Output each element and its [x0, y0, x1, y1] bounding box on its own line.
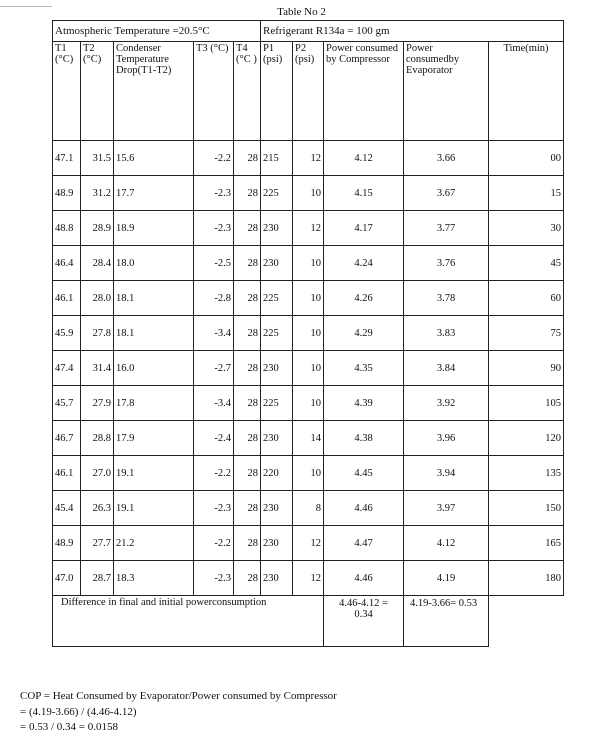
cell-p1: 230 — [261, 561, 293, 596]
cell-t2: 26.3 — [81, 491, 114, 526]
cell-time: 120 — [489, 421, 564, 456]
cell-t1: 46.1 — [53, 281, 81, 316]
cell-t1: 47.4 — [53, 351, 81, 386]
cell-t3: -2.3 — [194, 211, 234, 246]
cell-t4: 28 — [234, 456, 261, 491]
cell-time: 165 — [489, 526, 564, 561]
cell-time: 00 — [489, 141, 564, 176]
cell-power-evaporator: 4.12 — [404, 526, 489, 561]
header-power-compressor: Power consumed by Compressor — [324, 42, 404, 141]
cell-time: 150 — [489, 491, 564, 526]
cell-power-evaporator: 3.92 — [404, 386, 489, 421]
cell-t2: 27.8 — [81, 316, 114, 351]
header-p2: P2 (psi) — [293, 42, 324, 141]
cell-p2: 12 — [293, 141, 324, 176]
table-row — [53, 526, 564, 561]
cell-t1: 46.4 — [53, 246, 81, 281]
cell-p1: 230 — [261, 526, 293, 561]
cell-t4: 28 — [234, 176, 261, 211]
cell-t1: 46.7 — [53, 421, 81, 456]
table-row — [53, 316, 564, 351]
difference-compressor: 4.46-4.12 = 0.34 — [324, 596, 404, 647]
cell-t4: 28 — [234, 141, 261, 176]
table-row — [53, 211, 564, 246]
cell-t4: 28 — [234, 491, 261, 526]
cell-power-evaporator: 3.94 — [404, 456, 489, 491]
table-row — [53, 491, 564, 526]
cell-t2: 31.2 — [81, 176, 114, 211]
atmospheric-temperature: Atmospheric Temperature =20.5°C — [53, 21, 261, 42]
cell-condenser-drop: 19.1 — [114, 456, 194, 491]
cell-time: 90 — [489, 351, 564, 386]
cell-p2: 10 — [293, 176, 324, 211]
cell-power-evaporator: 3.78 — [404, 281, 489, 316]
table-row — [53, 351, 564, 386]
cell-t3: -2.4 — [194, 421, 234, 456]
header-time: Time(min) — [489, 42, 564, 141]
table-row — [53, 421, 564, 456]
table-row — [53, 246, 564, 281]
cell-p1: 215 — [261, 141, 293, 176]
cell-power-compressor: 4.12 — [324, 141, 404, 176]
cell-condenser-drop: 18.1 — [114, 316, 194, 351]
table-row — [53, 456, 564, 491]
table-row — [53, 281, 564, 316]
cell-p1: 225 — [261, 386, 293, 421]
cell-p2: 12 — [293, 561, 324, 596]
cell-p1: 230 — [261, 246, 293, 281]
cell-time: 45 — [489, 246, 564, 281]
cell-power-evaporator: 3.66 — [404, 141, 489, 176]
cell-t3: -2.8 — [194, 281, 234, 316]
cell-p2: 10 — [293, 246, 324, 281]
cell-condenser-drop: 19.1 — [114, 491, 194, 526]
cell-power-evaporator: 4.19 — [404, 561, 489, 596]
cell-t4: 28 — [234, 351, 261, 386]
cell-time: 60 — [489, 281, 564, 316]
cell-p2: 10 — [293, 351, 324, 386]
cell-power-evaporator: 3.67 — [404, 176, 489, 211]
cell-t3: -2.3 — [194, 176, 234, 211]
header-p1: P1 (psi) — [261, 42, 293, 141]
cell-power-evaporator: 3.84 — [404, 351, 489, 386]
difference-label: Difference in final and initial powerconsumption — [53, 596, 324, 647]
cell-p2: 8 — [293, 491, 324, 526]
formula-line-3: = 0.53 / 0.34 = 0.0158 — [20, 721, 118, 733]
cell-t4: 28 — [234, 211, 261, 246]
cell-power-compressor: 4.26 — [324, 281, 404, 316]
cell-p1: 230 — [261, 211, 293, 246]
cell-t3: -2.2 — [194, 526, 234, 561]
cell-time: 30 — [489, 211, 564, 246]
cell-t2: 27.0 — [81, 456, 114, 491]
cell-p1: 230 — [261, 421, 293, 456]
table-row — [53, 141, 564, 176]
table-row — [53, 386, 564, 421]
refrigerant-info: Refrigerant R134a = 100 gm — [261, 21, 564, 42]
cell-condenser-drop: 16.0 — [114, 351, 194, 386]
difference-time-blank — [489, 596, 564, 647]
cell-power-compressor: 4.46 — [324, 491, 404, 526]
cell-power-compressor: 4.24 — [324, 246, 404, 281]
cell-p1: 225 — [261, 176, 293, 211]
cell-t4: 28 — [234, 316, 261, 351]
cell-p2: 10 — [293, 456, 324, 491]
data-table-container — [52, 20, 564, 647]
cell-t4: 28 — [234, 386, 261, 421]
cell-power-compressor: 4.29 — [324, 316, 404, 351]
cell-t1: 46.1 — [53, 456, 81, 491]
cell-p2: 10 — [293, 316, 324, 351]
header-t4: T4 (°C ) — [234, 42, 261, 141]
cell-condenser-drop: 18.9 — [114, 211, 194, 246]
cell-t1: 48.9 — [53, 176, 81, 211]
cell-p2: 12 — [293, 526, 324, 561]
cell-t2: 27.7 — [81, 526, 114, 561]
cell-power-evaporator: 3.96 — [404, 421, 489, 456]
cell-t1: 45.9 — [53, 316, 81, 351]
cell-p1: 225 — [261, 281, 293, 316]
cop-formula — [20, 689, 337, 736]
cell-condenser-drop: 18.3 — [114, 561, 194, 596]
cell-time: 180 — [489, 561, 564, 596]
data-table — [52, 20, 564, 647]
cell-t3: -2.3 — [194, 491, 234, 526]
cell-t4: 28 — [234, 246, 261, 281]
cell-power-evaporator: 3.76 — [404, 246, 489, 281]
cell-t4: 28 — [234, 421, 261, 456]
cell-t1: 48.9 — [53, 526, 81, 561]
cell-power-compressor: 4.45 — [324, 456, 404, 491]
formula-line-1: COP = Heat Consumed by Evaporator/Power consumed by Compressor — [20, 690, 337, 702]
cell-t3: -3.4 — [194, 386, 234, 421]
cell-t1: 45.4 — [53, 491, 81, 526]
cell-t2: 31.5 — [81, 141, 114, 176]
cell-power-evaporator: 3.77 — [404, 211, 489, 246]
cell-power-compressor: 4.15 — [324, 176, 404, 211]
cell-condenser-drop: 17.9 — [114, 421, 194, 456]
cell-power-compressor: 4.47 — [324, 526, 404, 561]
cell-condenser-drop: 17.7 — [114, 176, 194, 211]
cell-t2: 31.4 — [81, 351, 114, 386]
cell-condenser-drop: 21.2 — [114, 526, 194, 561]
cell-time: 15 — [489, 176, 564, 211]
cell-power-compressor: 4.46 — [324, 561, 404, 596]
table-body — [53, 141, 564, 596]
cell-t4: 28 — [234, 526, 261, 561]
table-row — [53, 176, 564, 211]
header-row — [53, 42, 564, 141]
table-caption: Table No 2 — [277, 6, 326, 18]
cell-t3: -2.2 — [194, 456, 234, 491]
cell-condenser-drop: 15.6 — [114, 141, 194, 176]
difference-evaporator: 4.19-3.66= 0.53 — [404, 596, 489, 647]
cell-t2: 28.7 — [81, 561, 114, 596]
cell-t2: 28.8 — [81, 421, 114, 456]
header-t2: T2 (°C) — [81, 42, 114, 141]
cell-t3: -2.7 — [194, 351, 234, 386]
cell-t3: -2.2 — [194, 141, 234, 176]
cell-p2: 10 — [293, 281, 324, 316]
cell-t3: -2.5 — [194, 246, 234, 281]
cell-t1: 47.0 — [53, 561, 81, 596]
cell-time: 75 — [489, 316, 564, 351]
cell-p2: 12 — [293, 211, 324, 246]
cell-p1: 230 — [261, 491, 293, 526]
cell-time: 135 — [489, 456, 564, 491]
cell-p1: 220 — [261, 456, 293, 491]
cell-power-compressor: 4.17 — [324, 211, 404, 246]
cell-t4: 28 — [234, 281, 261, 316]
cell-condenser-drop: 18.0 — [114, 246, 194, 281]
cell-t3: -3.4 — [194, 316, 234, 351]
cell-t2: 28.4 — [81, 246, 114, 281]
cell-time: 105 — [489, 386, 564, 421]
cell-t1: 48.8 — [53, 211, 81, 246]
info-row — [53, 21, 564, 42]
table-row — [53, 561, 564, 596]
cell-p1: 225 — [261, 316, 293, 351]
cell-p2: 10 — [293, 386, 324, 421]
cell-t1: 47.1 — [53, 141, 81, 176]
header-t3: T3 (°C) — [194, 42, 234, 141]
header-t1: T1 (°C) — [53, 42, 81, 141]
cell-power-compressor: 4.38 — [324, 421, 404, 456]
cell-t2: 28.0 — [81, 281, 114, 316]
cell-condenser-drop: 17.8 — [114, 386, 194, 421]
cell-condenser-drop: 18.1 — [114, 281, 194, 316]
header-power-evaporator: Power consumedby Evaporator — [404, 42, 489, 141]
formula-line-2: = (4.19-3.66) / (4.46-4.12) — [20, 705, 137, 718]
cell-t2: 28.9 — [81, 211, 114, 246]
cell-power-compressor: 4.35 — [324, 351, 404, 386]
cell-power-evaporator: 3.97 — [404, 491, 489, 526]
cell-power-compressor: 4.39 — [324, 386, 404, 421]
difference-row — [53, 596, 564, 647]
cell-power-evaporator: 3.83 — [404, 316, 489, 351]
cell-t1: 45.7 — [53, 386, 81, 421]
cell-p2: 14 — [293, 421, 324, 456]
cell-t2: 27.9 — [81, 386, 114, 421]
cell-p1: 230 — [261, 351, 293, 386]
header-condenser-drop: Condenser Temperature Drop(T1-T2) — [114, 42, 194, 141]
cell-t4: 28 — [234, 561, 261, 596]
cell-t3: -2.3 — [194, 561, 234, 596]
